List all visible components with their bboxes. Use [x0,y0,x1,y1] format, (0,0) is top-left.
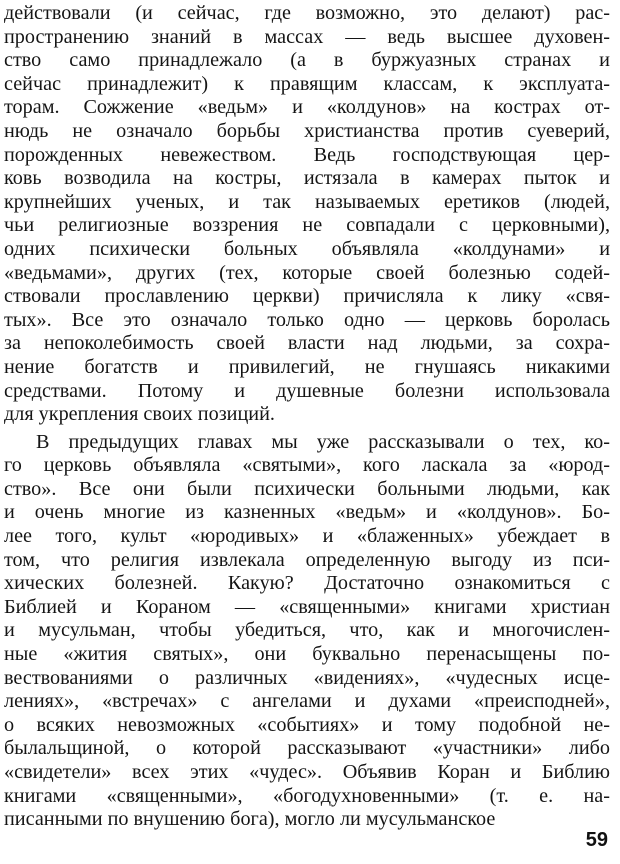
text-line: былальщиной, о которой рассказывают «участники» либо [4,737,610,760]
text-line: тых». Все это означало только одно — церковь боролась [4,308,610,331]
text-line: ковь возводила на костры, истязала в камерах пыток и [4,167,610,190]
text-line: том, что религия извлекала определенную выгоду из пси- [4,548,610,571]
text-line: ные «жития святых», они буквально перенасыщены по- [4,643,610,666]
text-line: для укрепления своих позиций. [4,403,275,426]
text-line: ство само принадлежало (а в буржуазных странах и [4,49,610,72]
text-line: нение богатств и привилегий, не гнушаясь никакими [4,355,610,378]
text-line: и мусульман, чтобы убедиться, что, как и многочислен- [4,619,610,642]
text-line: сейчас принадлежит) к правящим классам, к эксплуата- [4,72,610,95]
text-line: за непоколебимость своей власти над людьми, за сохра- [4,332,610,355]
text-line: хических болезней. Какую? Достаточно ознакомиться с [4,572,610,595]
text-line: В предыдущих главах мы уже рассказывали о тех, ко- [36,430,610,453]
text-line: средствами. Потому и душевные болезни использовала [4,379,610,402]
text-line: книгами «священными», «богодухновенными» (т. е. на- [4,784,610,807]
paragraph-2 [4,431,610,832]
text-line: ствовали прославлению церкви) причисляла к лику «свя- [4,285,610,308]
text-line: пространению знаний в массах — ведь высшее духовен- [4,25,610,48]
text-line: о всяких невозможных «событиях» и тому подобной не- [4,713,610,736]
text-line: лее того, культ «юродивых» и «блаженных» убеждает в [4,525,610,548]
text-line: лениях», «встречах» с ангелами и духами «преисподней», [4,690,610,713]
text-line: и очень многие из казненных «ведьм» и «колдунов». Бо- [4,501,610,524]
text-line: писанными по внушению бога), могло ли мусульманское [4,808,496,831]
text-line: «ведьмами», других (тех, которые своей болезнью содей- [4,261,610,284]
text-line: порожденных невежеством. Ведь господствующая цер- [4,143,610,166]
text-line: го церковь объявляла «святыми», кого ласкала за «юрод- [4,454,610,477]
text-line: одних психически больных объявляла «колдунами» и [4,237,610,260]
text-line: крупнейших ученых, и так называемых еретиков (людей, [4,190,610,213]
text-line: нюдь не означало борьбы христианства против суеверий, [4,119,610,142]
text-line: Библией и Кораном — «священными» книгами христиан [4,595,610,618]
text-line: ство». Все они были психически больными людьми, как [4,477,610,500]
page-number: 59 [585,829,608,851]
text-line: «свидетели» всех этих «чудес». Объявив Коран и Библию [4,761,610,783]
paragraph-1 [4,2,610,427]
text-line: вествованиями о различных «видениях», «чудесных исце- [4,666,610,689]
text-line: чьи религиозные воззрения не совпадали с церковными), [4,214,610,237]
text-line: действовали (и сейчас, где возможно, это делают) рас- [4,2,610,24]
text-line: торам. Сожжение «ведьм» и «колдунов» на кострах от- [4,96,610,119]
